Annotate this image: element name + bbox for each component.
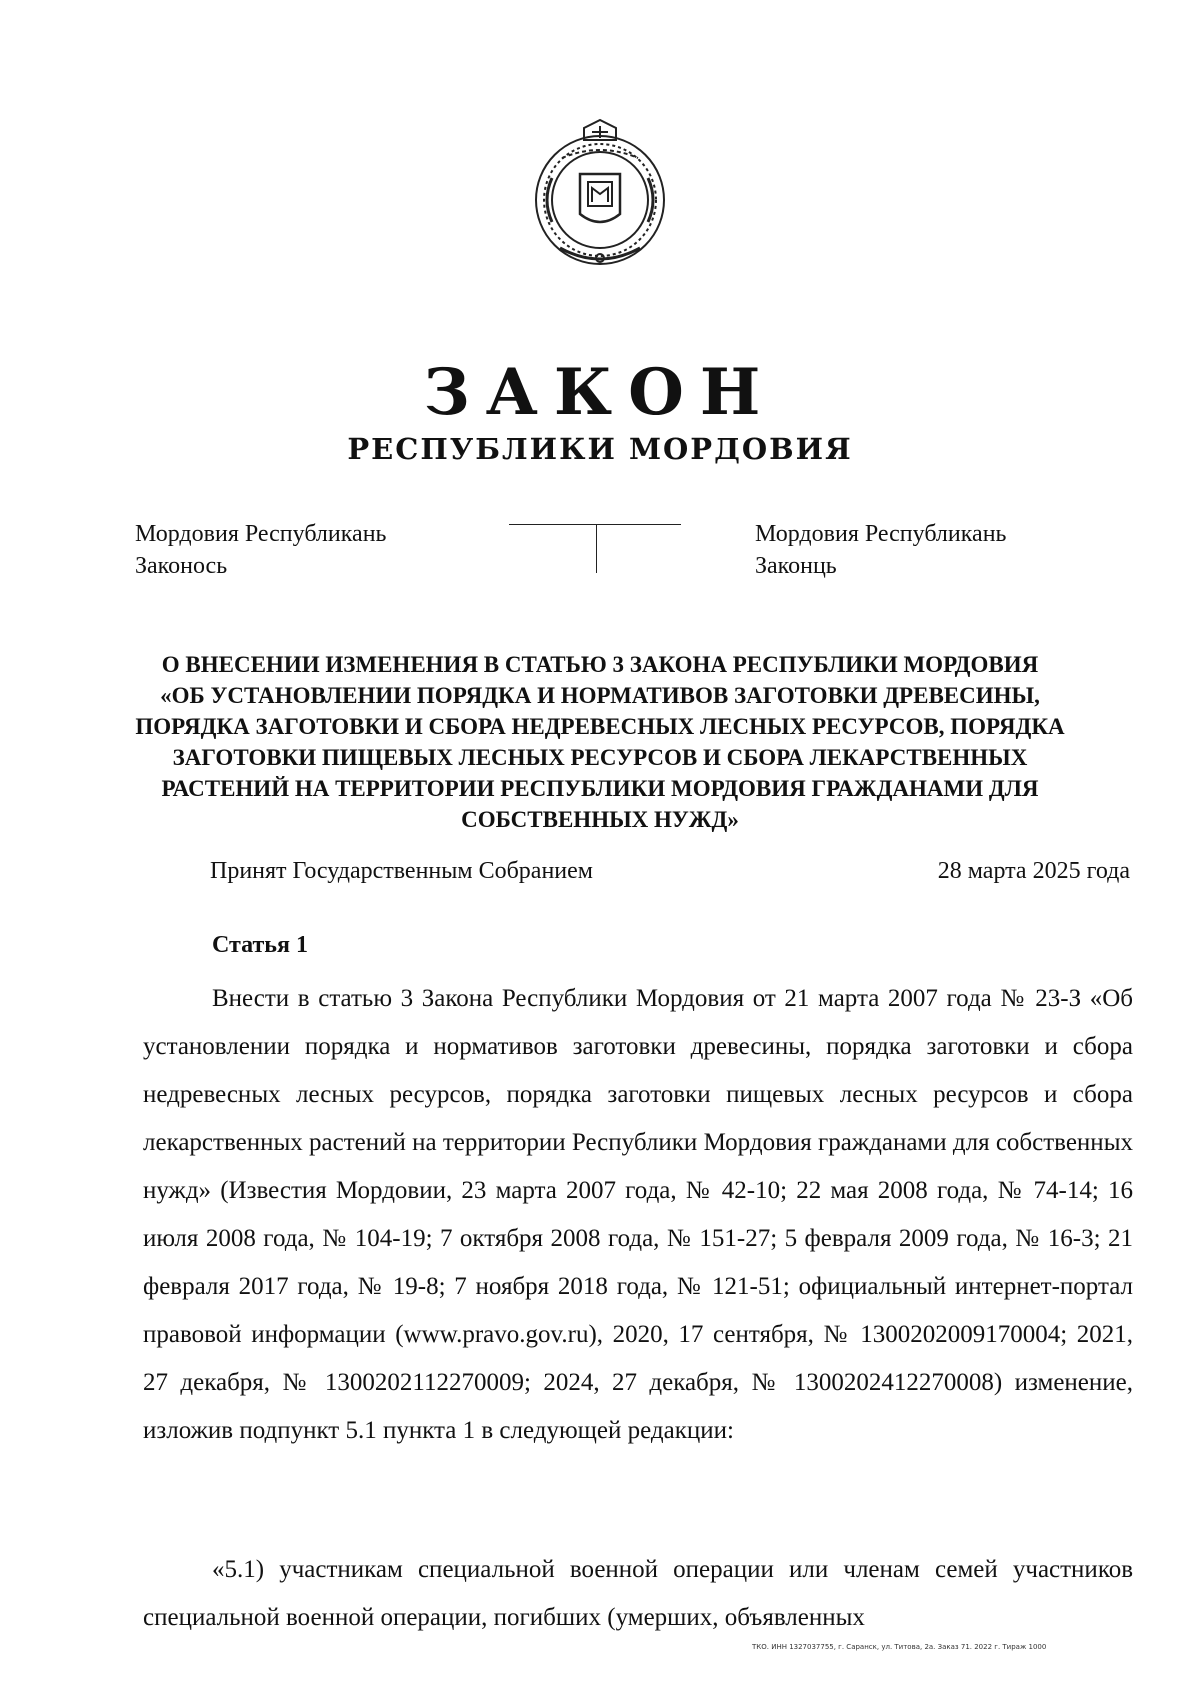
right-language-caption: [755, 518, 1006, 582]
heading-line-1: О ВНЕСЕНИИ ИЗМЕНЕНИЯ В СТАТЬЮ 3 ЗАКОНА РЕСПУБЛИКИ МОРДОВИЯ: [161, 652, 1039, 677]
left-language-line-2: Законось: [135, 553, 228, 579]
adopted-by: Принят Государственным Собранием: [210, 858, 593, 884]
heading-line-6: СОБСТВЕННЫХ НУЖД»: [461, 807, 739, 832]
header-divider-horizontal: [509, 524, 681, 525]
heading-line-4: ЗАГОТОВКИ ПИЩЕВЫХ ЛЕСНЫХ РЕСУРСОВ И СБОРА ЛЕКАРСТВЕННЫХ: [172, 745, 1028, 770]
right-language-line-1: Мордовия Республикань: [755, 521, 1007, 547]
law-heading: [90, 649, 1110, 835]
heading-line-5: РАСТЕНИЙ НА ТЕРРИТОРИИ РЕСПУБЛИКИ МОРДОВИЯ ГРАЖДАНАМИ ДЛЯ: [161, 776, 1039, 801]
left-language-caption: [135, 518, 386, 582]
law-title: ЗАКОН: [423, 355, 777, 430]
article-paragraph-1: Внести в статью 3 Закона Республики Мордовия от 21 марта 2007 года № 23-З «Об установлении порядка и нормативов заготовки древесины, порядка заготовки и сбора недревесных лесных ресурсов, порядка заготовки пищевых лесных ресурсов и сбора лекарственных растений на территории Республики Мордовия гражданами для собственных нужд» (Известия Мордовии, 23 марта 2007 года, № 42-10; 22 мая 2008 года, № 74-14; 16 июля 2008 года, № 104-19; 7 октября 2008 года, № 151-27; 5 февраля 2009 года, № 16-3; 21 февраля 2017 года, № 19-8; 7 ноября 2018 года, № 121-51; официальный интернет-портал правовой информации (www.pravo.gov.ru), 2020, 17 сентября, № 1300202009170004; 2021, 27 декабря, № 1300202112270009; 2024, 27 декабря, № 1300202412270008) изменение, изложив подпункт 5.1 пункта 1 в следующей редакции:: [143, 985, 1133, 1444]
adoption-date: 28 марта 2025 года: [937, 858, 1130, 884]
article-title: Статья 1: [212, 932, 308, 958]
printer-imprint: ТКО. ИНН 1327037755, г. Саранск, ул. Титова, 2а. Заказ 71. 2022 г. Тираж 1000: [752, 1643, 1047, 1651]
article-paragraph-2: «5.1) участникам специальной военной операции или членам семей участников специальной военной операции, погибших (умерших, объявленных: [143, 1556, 1133, 1631]
law-subtitle: РЕСПУБЛИКИ МОРДОВИЯ: [347, 432, 853, 466]
header-divider-vertical: [596, 524, 597, 573]
heading-line-3: ПОРЯДКА ЗАГОТОВКИ И СБОРА НЕДРЕВЕСНЫХ ЛЕСНЫХ РЕСУРСОВ, ПОРЯДКА: [135, 714, 1065, 739]
right-language-line-2: Законць: [755, 553, 837, 579]
coat-of-arms-emblem: [522, 118, 678, 278]
heading-line-2: «ОБ УСТАНОВЛЕНИИ ПОРЯДКА И НОРМАТИВОВ ЗАГОТОВКИ ДРЕВЕСИНЫ,: [160, 683, 1040, 708]
left-language-line-1: Мордовия Республикань: [135, 521, 387, 547]
